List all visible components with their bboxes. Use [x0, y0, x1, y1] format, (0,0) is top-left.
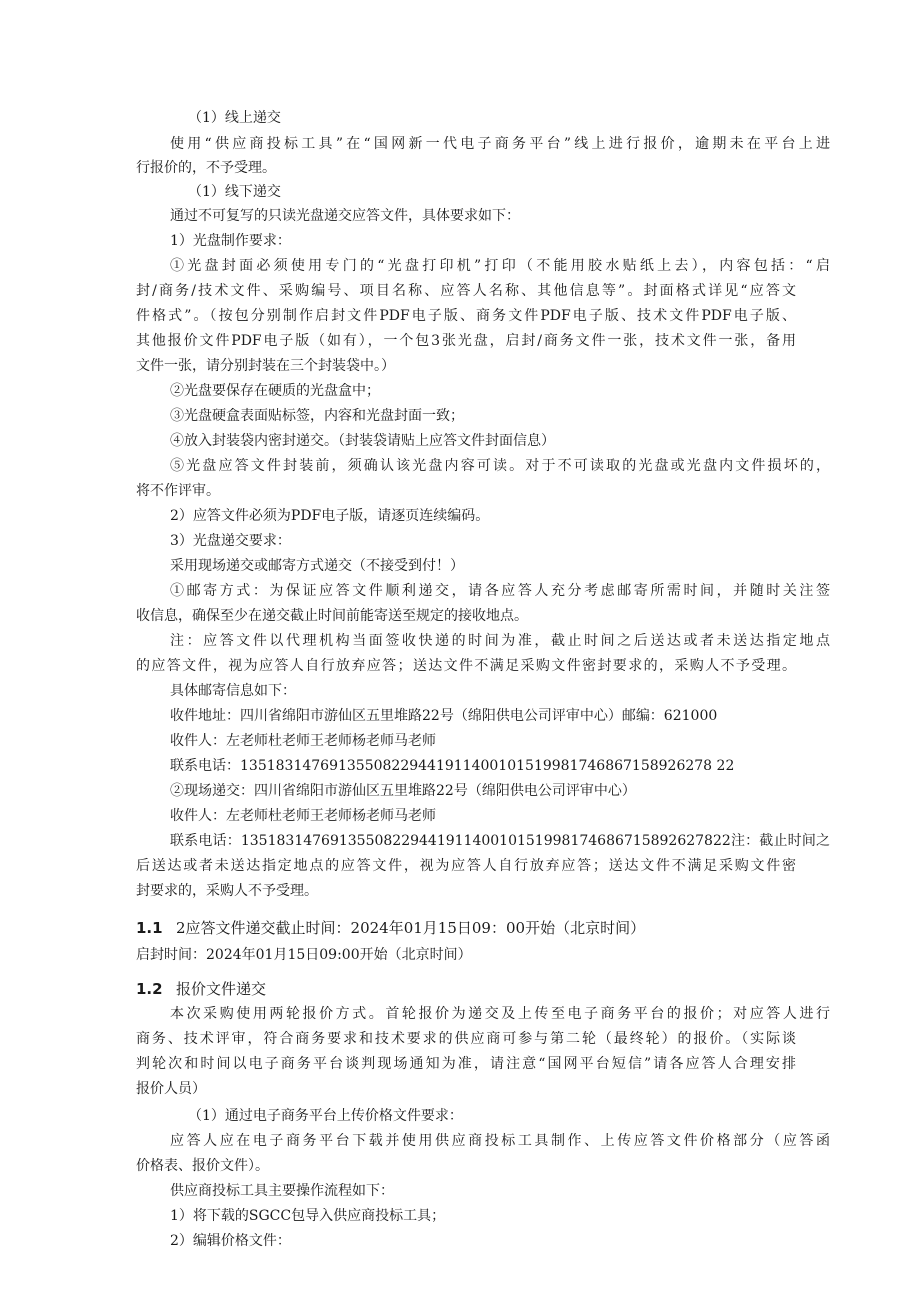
paragraph-line: 后送达或者未送达指定地点的应答文件，视为应答人自行放弃应答；送达文件不满足采购文件密	[136, 858, 796, 874]
paragraph-line: 报价人员）	[136, 1081, 206, 1097]
paragraph-line: 行报价的，不予受理。	[136, 160, 276, 176]
paragraph-line: 商务、技术评审，符合商务要求和技术要求的供应商可参与第二轮（最终轮）的报价。（实际谈	[136, 1031, 796, 1047]
list-item: 2）编辑价格文件：	[170, 1233, 291, 1249]
paragraph-line: 收信息，确保至少在递交截止时间前能寄送至规定的接收地点。	[136, 608, 528, 624]
subheading-offline-submission: （1）线下递交	[188, 184, 281, 200]
section-title: 2应答文件递交截止时间：2024年01月15日09：00开始（北京时间）	[176, 919, 646, 937]
paragraph-line: 件格式”。（按包分别制作启封文件PDF电子版、商务文件PDF电子版、技术文件PDF电子版、	[136, 308, 796, 324]
paragraph-line: 文件一张，请分别封装在三个封装袋中。）	[136, 358, 395, 374]
onsite-address: ②现场递交：四川省绵阳市游仙区五里堆路22号（绵阳供电公司评审中心）	[170, 783, 636, 799]
section-number: 1.1	[136, 919, 163, 937]
section-title: 报价文件递交	[176, 980, 267, 998]
paragraph-line: 将不作评审。	[136, 483, 220, 499]
paragraph-line: 供应商投标工具主要操作流程如下：	[170, 1183, 394, 1199]
list-item: ③光盘硬盒表面贴标签，内容和光盘封面一致；	[170, 408, 464, 424]
list-heading: 1）光盘制作要求：	[170, 233, 291, 249]
paragraph-line: 判轮次和时间以电子商务平台谈判现场通知为准，请注意“国网平台短信”请各应答人合理安排	[136, 1056, 796, 1072]
list-item: ②光盘要保存在硬质的光盘盒中；	[170, 383, 380, 399]
list-item: ①邮寄方式：为保证应答文件顺利递交，请各应答人充分考虑邮寄所需时间，并随时关注签	[170, 583, 830, 599]
paragraph-line: 具体邮寄信息如下：	[170, 683, 296, 699]
paragraph-line: 采用现场递交或邮寄方式递交（不接受到付！）	[170, 558, 464, 574]
list-item: 1）将下载的SGCC包导入供应商投标工具；	[170, 1208, 446, 1224]
note-line: 的应答文件，视为应答人自行放弃应答；送达文件不满足采购文件密封要求的，采购人不予受理。	[136, 658, 796, 674]
list-item: ④放入封装袋内密封递交。（封装袋请贴上应答文件封面信息）	[170, 433, 555, 449]
paragraph-line: 封/商务/技术文件、采购编号、项目名称、应答人名称、其他信息等”。封面格式详见“应答文	[136, 283, 796, 299]
recipient: 收件人：左老师杜老师王老师杨老师马老师	[170, 733, 436, 749]
contact-phone: 联系电话：1351831476913550822944191140010151998174686715892627822注：截止时间之	[170, 833, 830, 849]
subheading-online-submission: （1）线上递交	[188, 110, 281, 126]
mailing-address: 收件地址：四川省绵阳市游仙区五里堆路22号（绵阳供电公司评审中心）邮编：621000	[170, 708, 718, 724]
paragraph-line: 通过不可复写的只读光盘递交应答文件，具体要求如下：	[170, 208, 520, 224]
list-item: ⑤光盘应答文件封装前，须确认该光盘内容可读。对于不可读取的光盘或光盘内文件损坏的，	[170, 458, 830, 474]
subheading-upload-requirements: （1）通过电子商务平台上传价格文件要求：	[188, 1108, 463, 1124]
paragraph-line: ①光盘封面必须使用专门的“光盘打印机”打印（不能用胶水贴纸上去），内容包括：“启	[170, 258, 830, 274]
paragraph-line: 封要求的，采购人不予受理。	[136, 883, 318, 899]
paragraph-line: 使用“供应商投标工具”在“国网新一代电子商务平台”线上进行报价，逾期未在平台上进	[170, 136, 830, 152]
section-number: 1.2	[136, 980, 163, 998]
recipient: 收件人：左老师杜老师王老师杨老师马老师	[170, 808, 436, 824]
paragraph-line: 启封时间：2024年01月15日09:00开始（北京时间）	[136, 947, 472, 963]
list-heading: 3）光盘递交要求：	[170, 533, 291, 549]
paragraph-line: 应答人应在电子商务平台下载并使用供应商投标工具制作、上传应答文件价格部分（应答函	[170, 1133, 830, 1149]
paragraph-line: 其他报价文件PDF电子版（如有），一个包3张光盘，启封/商务文件一张，技术文件一张，备用	[136, 333, 796, 349]
note-line: 注：应答文件以代理机构当面签收快递的时间为准，截止时间之后送达或者未送达指定地点	[170, 633, 830, 649]
section-heading-1-1	[136, 918, 796, 938]
paragraph-line: 价格表、报价文件）。	[136, 1158, 269, 1174]
section-heading-1-2	[136, 979, 796, 999]
paragraph-line: 本次采购使用两轮报价方式。首轮报价为递交及上传至电子商务平台的报价；对应答人进行	[170, 1006, 830, 1022]
list-heading: 2）应答文件必须为PDF电子版，请逐页连续编码。	[170, 508, 490, 524]
contact-phone: 联系电话：13518314769135508229441911400101519981746867158926278 22	[170, 758, 735, 774]
